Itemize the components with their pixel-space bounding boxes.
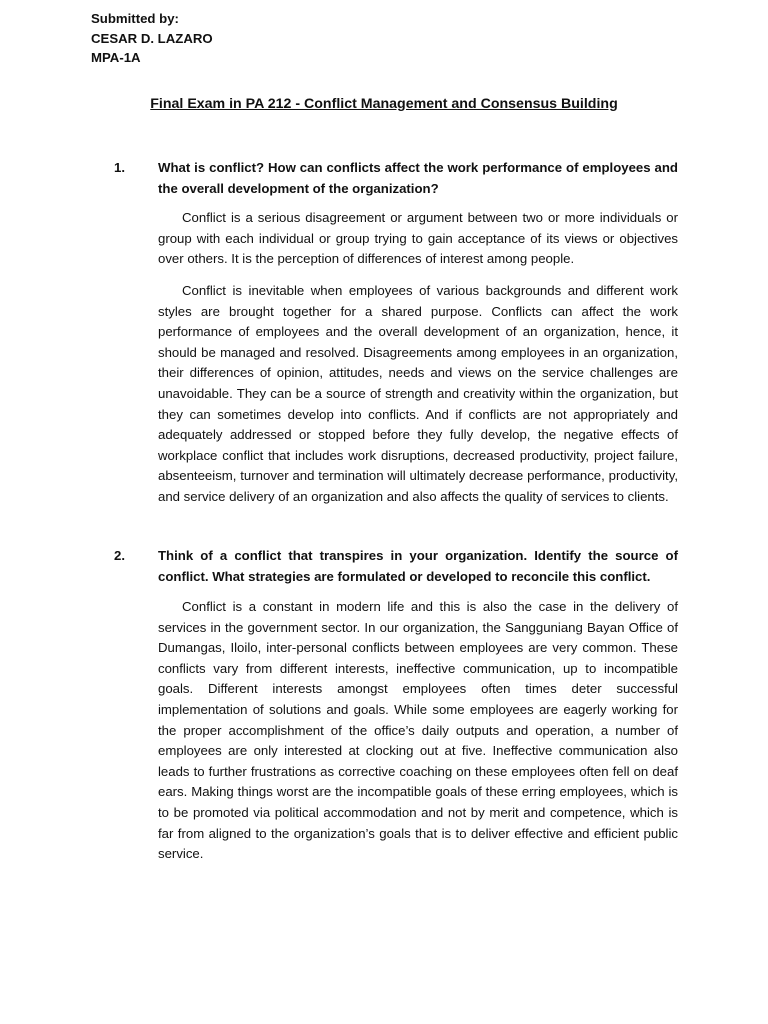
question-1 [114,158,678,199]
submitted-by-label: Submitted by: [91,11,179,26]
question-text: What is conflict? How can conflicts affect the work performance of employees and the overall development of the organization? [158,160,678,196]
answer-paragraph: Conflict is a constant in modern life and this is also the case in the delivery of services in the government sector. In our organization, the Sangguniang Bayan Office of Dumangas, Iloilo, inter-personal conflicts between employees are very common. These conflicts vary from different interests, ineffective communication, up to incompatible goals. Different interests amongst employees often times deter successful implementation of solutions and goals. While some employees are eagerly working for the proper accomplishment of the office’s daily outputs and operation, a number of employees are only interested at clocking out at five. Ineffective communication also leads to further frustrations as corrective coaching on these employees often fell on deaf ears. Making things worst are the incompatible goals of these erring employees, which is to be promoted via political accommodation and not by merit and competence, which is far from aligned to the organization’s goals that is to deliver effective and efficient public service. [158,599,678,862]
author-name: CESAR D. LAZARO [91,30,213,46]
page-title: Final Exam in PA 212 - Conflict Management and Consensus Building [150,96,618,112]
submission-header [91,9,213,68]
author-program: MPA-1A [91,50,141,65]
question-text: Think of a conflict that transpires in your organization. Identify the source of conflict. What strategies are formulated or developed to reconcile this conflict. [158,548,678,584]
question-number: 1. [114,160,125,175]
question-2 [114,546,678,587]
answer-paragraph: Conflict is inevitable when employees of various backgrounds and different work styles are brought together for a shared purpose. Conflicts can affect the work performance of employees and the overall development of an organization, hence, it should be managed and resolved. Disagreements among employees in an organization, their differences of opinion, attitudes, needs and views on the service challenges are unavoidable. They can be a source of strength and creativity within the organization, but they can sometimes develop into conflicts. And if conflicts are not appropriately and adequately addressed or stopped before they fully develop, the negative effects of workplace conflict that includes work disruptions, decreased productivity, project failure, absenteeism, turnover and termination will ultimately decrease performance, productivity, and service delivery of an organization and also affects the quality of services to clients. [158,283,678,504]
answer-paragraph: Conflict is a serious disagreement or argument between two or more individuals or group with each individual or group trying to gain acceptance of its views or objectives over others. It is the perception of differences of interest among people. [158,210,678,267]
question-number: 2. [114,548,125,563]
